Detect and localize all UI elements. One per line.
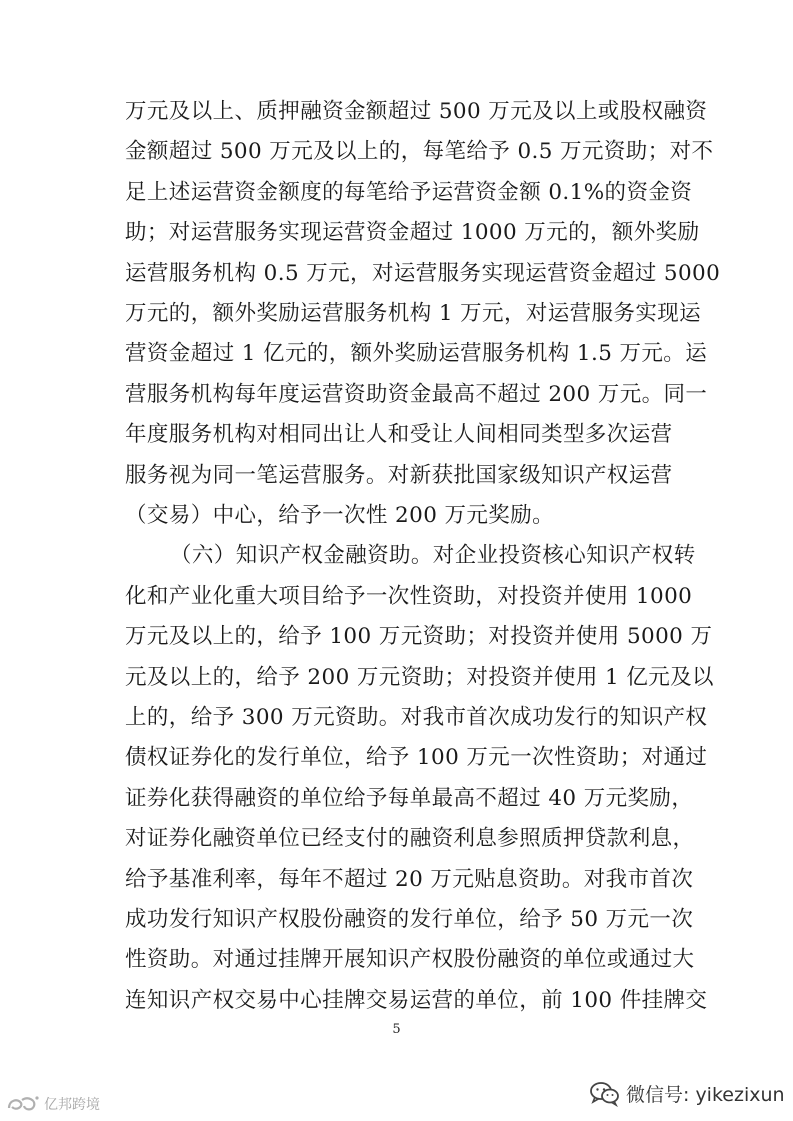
text-line: 金额超过 500 万元及以上的，每笔给予 0.5 万元资助；对不 bbox=[125, 139, 714, 164]
text-line: 万元及以上的，给予 100 万元资助；对投资并使用 5000 万 bbox=[125, 624, 713, 649]
wechat-icon bbox=[590, 1081, 620, 1107]
text-line: 化和产业化重大项目给予一次性资助，对投资并使用 1000 bbox=[125, 584, 693, 609]
text-line: 债权证券化的发行单位，给予 100 万元一次性资助；对通过 bbox=[125, 745, 708, 770]
text-line: 上的，给予 300 万元资助。对我市首次成功发行的知识产权 bbox=[125, 705, 708, 730]
text-line: 连知识产权交易中心挂牌交易运营的单位，前 100 件挂牌交 bbox=[125, 988, 708, 1013]
text-line: 对证券化融资单位已经支付的融资利息参照质押贷款利息， bbox=[125, 826, 695, 851]
text-line: 性资助。对通过挂牌开展知识产权股份融资的单位或通过大 bbox=[125, 947, 695, 972]
text-line: 成功发行知识产权股份融资的发行单位，给予 50 万元一次 bbox=[125, 907, 694, 932]
text-line: （交易）中心，给予一次性 200 万元奖励。 bbox=[125, 503, 555, 528]
text-line: 足上述运营资金额度的每笔给予运营资金额 0.1%的资金资 bbox=[125, 180, 693, 205]
text-line: 万元及以上、质押融资金额超过 500 万元及以上或股权融资 bbox=[125, 99, 708, 124]
text-line: 给予基准利率，每年不超过 20 万元贴息资助。对我市首次 bbox=[125, 867, 694, 892]
right-watermark-text: 微信号: yikezixun bbox=[626, 1084, 785, 1106]
left-watermark bbox=[6, 1094, 100, 1114]
text-line: （六）知识产权金融资助。对企业投资核心知识产权转 bbox=[170, 543, 696, 568]
left-watermark-text: 亿邦跨境 bbox=[44, 1097, 100, 1113]
text-line: 服务视为同一笔运营服务。对新获批国家级知识产权运营 bbox=[125, 463, 673, 488]
text-line: 万元的，额外奖励运营服务机构 1 万元，对运营服务实现运 bbox=[125, 301, 702, 326]
text-line: 年度服务机构对相同出让人和受让人间相同类型多次运营 bbox=[125, 422, 673, 447]
text-line: 证券化获得融资的单位给予每单最高不超过 40 万元奖励， bbox=[125, 786, 694, 811]
text-line: 营服务机构每年度运营资助资金最高不超过 200 万元。同一 bbox=[125, 382, 708, 407]
brand-logo-icon bbox=[6, 1094, 40, 1114]
text-line: 营资金超过 1 亿元的，额外奖励运营服务机构 1.5 万元。运 bbox=[125, 341, 708, 366]
right-watermark bbox=[590, 1080, 785, 1107]
text-line: 运营服务机构 0.5 万元，对运营服务实现运营资金超过 5000 bbox=[125, 261, 721, 286]
text-line: 助；对运营服务实现运营资金超过 1000 万元的，额外奖励 bbox=[125, 220, 700, 245]
text-line: 元及以上的，给予 200 万元资助；对投资并使用 1 亿元及以 bbox=[125, 665, 714, 690]
page-number: 5 bbox=[392, 1022, 401, 1037]
